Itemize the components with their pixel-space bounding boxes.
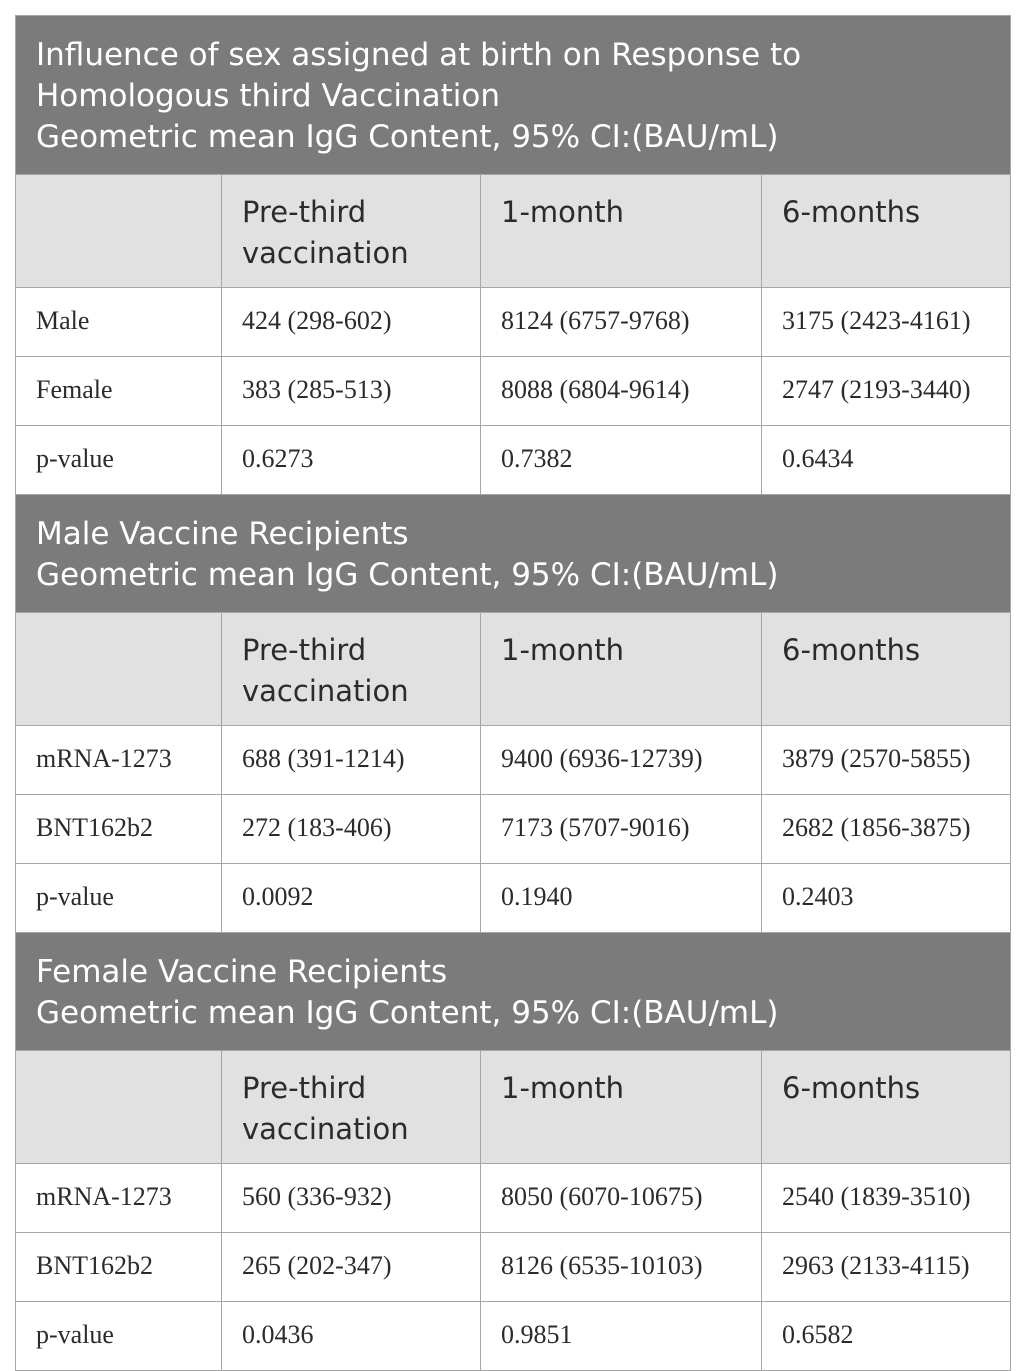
cell-6-months: 3175 (2423-4161) bbox=[762, 288, 1011, 357]
cell-1-month: 8050 (6070-10675) bbox=[481, 1164, 762, 1233]
cell-1-month: 0.1940 bbox=[481, 864, 762, 933]
row-label: Female bbox=[16, 357, 222, 426]
section-title-row bbox=[16, 16, 1011, 175]
cell-6-months: 3879 (2570-5855) bbox=[762, 726, 1011, 795]
table-row bbox=[16, 795, 1011, 864]
table-row bbox=[16, 726, 1011, 795]
column-header-row bbox=[16, 613, 1011, 726]
cell-6-months: 0.2403 bbox=[762, 864, 1011, 933]
table-row bbox=[16, 864, 1011, 933]
table-row bbox=[16, 426, 1011, 495]
cell-pre-third: 0.0092 bbox=[222, 864, 481, 933]
row-label: p-value bbox=[16, 426, 222, 495]
row-label: p-value bbox=[16, 1302, 222, 1371]
cell-pre-third: 0.0436 bbox=[222, 1302, 481, 1371]
header-cell-6-months: 6-months bbox=[762, 175, 1011, 288]
cell-1-month: 7173 (5707-9016) bbox=[481, 795, 762, 864]
cell-6-months: 2540 (1839-3510) bbox=[762, 1164, 1011, 1233]
table-row bbox=[16, 288, 1011, 357]
header-cell-1-month: 1-month bbox=[481, 613, 762, 726]
cell-1-month: 8126 (6535-10103) bbox=[481, 1233, 762, 1302]
cell-pre-third: 424 (298-602) bbox=[222, 288, 481, 357]
header-cell-1-month: 1-month bbox=[481, 1051, 762, 1164]
table-row bbox=[16, 1233, 1011, 1302]
cell-pre-third: 688 (391-1214) bbox=[222, 726, 481, 795]
cell-1-month: 0.7382 bbox=[481, 426, 762, 495]
table-row bbox=[16, 1164, 1011, 1233]
header-cell-6-months: 6-months bbox=[762, 1051, 1011, 1164]
column-header-row bbox=[16, 175, 1011, 288]
cell-1-month: 8088 (6804-9614) bbox=[481, 357, 762, 426]
row-label: BNT162b2 bbox=[16, 1233, 222, 1302]
header-cell-1-month: 1-month bbox=[481, 175, 762, 288]
row-label: mRNA-1273 bbox=[16, 1164, 222, 1233]
results-table bbox=[15, 15, 1011, 1371]
header-cell-6-months: 6-months bbox=[762, 613, 1011, 726]
header-cell-pre-third: Pre-third vaccination bbox=[222, 613, 481, 726]
header-cell-empty bbox=[16, 175, 222, 288]
cell-1-month: 0.9851 bbox=[481, 1302, 762, 1371]
cell-6-months: 0.6582 bbox=[762, 1302, 1011, 1371]
row-label: mRNA-1273 bbox=[16, 726, 222, 795]
cell-6-months: 0.6434 bbox=[762, 426, 1011, 495]
row-label: Male bbox=[16, 288, 222, 357]
section-title-row bbox=[16, 933, 1011, 1051]
column-header-row bbox=[16, 1051, 1011, 1164]
section-title: Male Vaccine Recipients Geometric mean IgG Content, 95% CI:(BAU/mL) bbox=[16, 495, 1011, 613]
cell-6-months: 2747 (2193-3440) bbox=[762, 357, 1011, 426]
section-title: Female Vaccine Recipients Geometric mean IgG Content, 95% CI:(BAU/mL) bbox=[16, 933, 1011, 1051]
cell-pre-third: 265 (202-347) bbox=[222, 1233, 481, 1302]
cell-1-month: 8124 (6757-9768) bbox=[481, 288, 762, 357]
cell-pre-third: 560 (336-932) bbox=[222, 1164, 481, 1233]
header-cell-pre-third: Pre-third vaccination bbox=[222, 175, 481, 288]
header-cell-pre-third: Pre-third vaccination bbox=[222, 1051, 481, 1164]
row-label: BNT162b2 bbox=[16, 795, 222, 864]
section-title: Influence of sex assigned at birth on Response to Homologous third Vaccination Geometric mean IgG Content, 95% CI:(BAU/mL) bbox=[16, 16, 1011, 175]
header-cell-empty bbox=[16, 1051, 222, 1164]
cell-6-months: 2963 (2133-4115) bbox=[762, 1233, 1011, 1302]
cell-6-months: 2682 (1856-3875) bbox=[762, 795, 1011, 864]
header-cell-empty bbox=[16, 613, 222, 726]
table-row bbox=[16, 357, 1011, 426]
cell-pre-third: 383 (285-513) bbox=[222, 357, 481, 426]
section-title-row bbox=[16, 495, 1011, 613]
table-row bbox=[16, 1302, 1011, 1371]
cell-1-month: 9400 (6936-12739) bbox=[481, 726, 762, 795]
cell-pre-third: 0.6273 bbox=[222, 426, 481, 495]
row-label: p-value bbox=[16, 864, 222, 933]
cell-pre-third: 272 (183-406) bbox=[222, 795, 481, 864]
